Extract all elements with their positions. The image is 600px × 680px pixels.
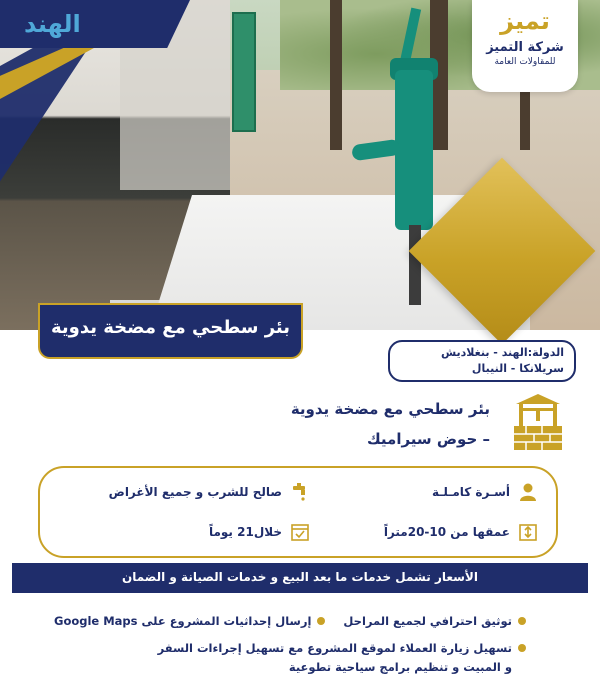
spec-duration	[209, 522, 310, 542]
green-door	[232, 12, 256, 132]
hand-pump	[395, 70, 433, 230]
company-logo	[472, 0, 578, 92]
faucet-icon	[290, 482, 310, 502]
beneficiaries-label: أسـرة كامـلـة	[431, 485, 510, 499]
service-item	[96, 639, 526, 677]
pricing-note: الأسعار تشمل خدمات ما بعد البيع و خدمات الصيانة و الضمان	[122, 570, 478, 584]
countries-tag	[388, 340, 576, 382]
services-row	[54, 612, 526, 631]
feature-line-2: – حوض سيراميك	[366, 430, 490, 448]
service-item	[343, 612, 526, 631]
title-ribbon	[38, 303, 303, 359]
countries-line2: سريلانكا - النيبال	[471, 362, 564, 375]
depth-icon	[518, 522, 538, 542]
bullet-dot	[518, 617, 526, 625]
bullet-dot	[518, 644, 526, 652]
country-title: الهند	[24, 10, 81, 38]
spec-beneficiaries	[432, 482, 538, 502]
spec-usage	[109, 482, 310, 502]
feature-line-1: بئر سطحي مع مضخة يدوية	[290, 400, 490, 418]
service-coordinates: إرسال إحداثيات المشروع على Google Maps	[54, 614, 312, 628]
service-visit	[158, 639, 512, 677]
pump-pipe	[409, 225, 421, 305]
usage-label: صالح للشرب و جميع الأغراض	[108, 485, 282, 499]
service-visit-line1: تسهيل زيارة العملاء لموقع المشروع مع تسهيل إجراءات السفر	[157, 641, 512, 655]
person-icon	[518, 482, 538, 502]
pricing-banner	[12, 563, 588, 593]
services-list	[54, 612, 526, 677]
well-icon	[510, 392, 566, 452]
countries-line1: الدولة:الهند - بنغلاديش	[440, 346, 564, 359]
spec-depth	[384, 522, 538, 542]
ribbon-title: بئر سطحي مع مضخة يدوية	[50, 317, 291, 338]
calendar-icon	[290, 522, 310, 542]
duration-label: خلال21 يوماً	[208, 525, 282, 539]
services-row	[66, 639, 526, 677]
logo-wordmark-text: تميز	[500, 7, 550, 35]
service-visit-line2: و المبيت و تنظيم برامج سياحية تطوعية	[288, 660, 512, 674]
company-name: شركة التميز	[486, 40, 564, 55]
depth-label: عمقها من 10-20متراً	[383, 525, 510, 539]
feature-text	[130, 394, 490, 454]
logo-wordmark	[472, 8, 578, 34]
service-item	[54, 612, 325, 631]
bullet-dot	[317, 617, 325, 625]
service-documentation: توثيق احترافي لجميع المراحل	[343, 614, 512, 628]
tree-trunk	[330, 0, 342, 150]
spec-card	[38, 466, 558, 558]
company-subtitle: للمقاولات العامة	[494, 57, 556, 67]
